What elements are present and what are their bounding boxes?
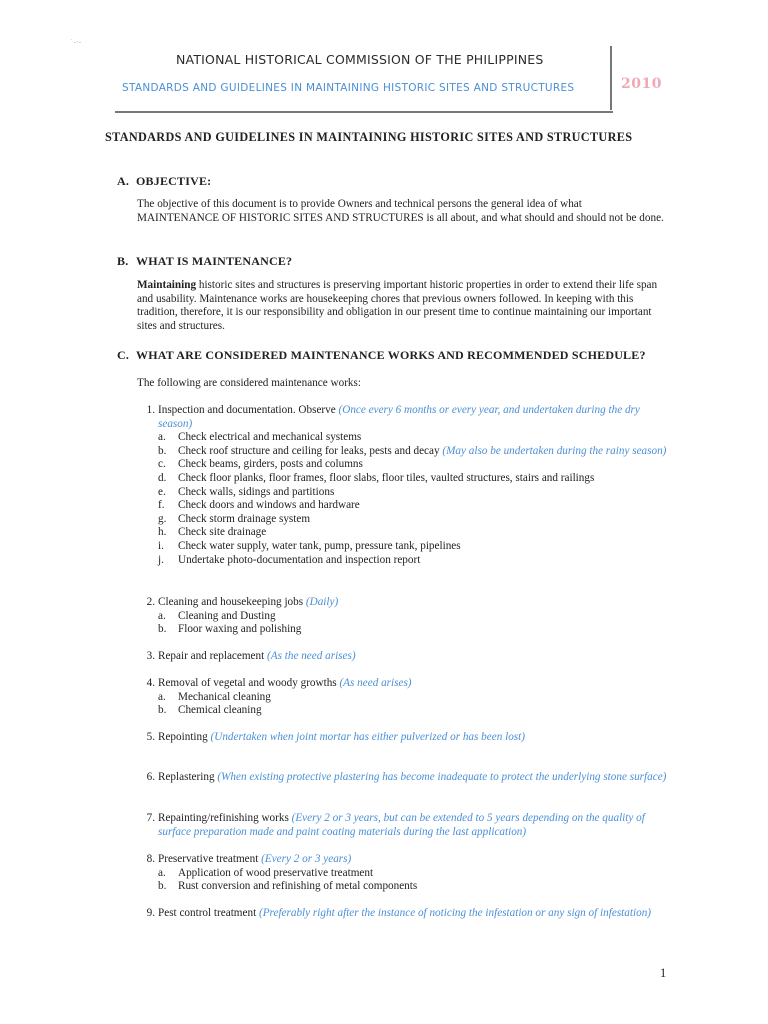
- list-item-body: [158, 771, 667, 785]
- schedule-note: (Every 2 or 3 years, but can be extended to 5 years depending on the quality of surface preparation made and paint coating materials during the last application): [158, 812, 645, 838]
- sub-item-text: Check walls, sidings and partitions: [178, 485, 335, 498]
- list-item: [137, 853, 667, 894]
- schedule-note: (Once every 6 months or every year, and undertaken during the dry season): [158, 404, 640, 430]
- schedule-note: (May also be undertaken during the rainy season): [442, 444, 667, 457]
- sub-item-text: Chemical cleaning: [178, 704, 262, 717]
- sub-item-letter: j.: [158, 553, 164, 566]
- sub-item-text: Rust conversion and refinishing of metal components: [178, 880, 418, 893]
- sub-item: [158, 445, 667, 459]
- header-vertical-rule: [610, 46, 612, 110]
- list-item-line: [158, 404, 667, 431]
- section-letter: B.: [117, 254, 129, 268]
- sub-item-text: Floor waxing and polishing: [178, 623, 302, 636]
- sub-item: [158, 704, 667, 718]
- schedule-note: (Every 2 or 3 years): [261, 853, 352, 865]
- sub-item: [158, 880, 667, 894]
- sub-item: [158, 486, 667, 500]
- list-item-number: 4.: [146, 677, 155, 689]
- sub-item-text: Cleaning and Dusting: [178, 609, 276, 622]
- list-item: [137, 907, 667, 921]
- list-item-body: [158, 907, 667, 921]
- header-horizontal-rule: [115, 111, 613, 113]
- list-item-line: [158, 907, 667, 921]
- list-item-text: Cleaning and housekeeping jobs: [158, 596, 306, 608]
- sub-item-content: [178, 513, 667, 527]
- list-item-line: [158, 731, 667, 745]
- list-item-body: [158, 853, 667, 894]
- schedule-note: (Daily): [305, 596, 339, 608]
- sub-item: [158, 554, 667, 568]
- section-letter: C.: [117, 348, 130, 362]
- list-item-line: [158, 677, 667, 691]
- sub-item: [158, 691, 667, 705]
- sub-item-content: [178, 867, 667, 881]
- list-item-number: 6.: [146, 771, 155, 783]
- sub-item-content: [178, 458, 667, 472]
- sub-item-text: Check water supply, water tank, pump, pressure tank, pipelines: [178, 539, 461, 552]
- scan-artifact: ˙ ‐·‐: [70, 38, 82, 46]
- document-title: STANDARDS AND GUIDELINES IN MAINTAINING HISTORIC SITES AND STRUCTURES: [105, 130, 633, 144]
- section-c-intro: The following are considered maintenance works:: [137, 377, 361, 389]
- sub-item-text: Check site drainage: [178, 526, 267, 539]
- list-item: [137, 731, 667, 745]
- sub-item-letter: a.: [158, 431, 166, 444]
- list-item-text: Inspection and documentation. Observe: [158, 404, 339, 416]
- sub-item-letter: b.: [158, 704, 167, 717]
- sub-item-content: [178, 445, 667, 459]
- section-b-text: [137, 279, 665, 333]
- list-item-line: [158, 812, 667, 839]
- sub-item-content: [178, 540, 667, 554]
- sub-item-letter: f.: [158, 499, 165, 512]
- section-b-heading: [117, 254, 292, 269]
- list-item-number: 9.: [146, 907, 155, 919]
- header-organization: NATIONAL HISTORICAL COMMISSION OF THE PHILIPPINES: [176, 52, 544, 67]
- sub-item: [158, 458, 667, 472]
- sub-item-letter: g.: [158, 512, 167, 525]
- schedule-note: (As the need arises): [267, 650, 356, 662]
- list-item-number: 5.: [146, 731, 155, 743]
- section-title: WHAT ARE CONSIDERED MAINTENANCE WORKS AND RECOMMENDED SCHEDULE?: [136, 348, 646, 362]
- list-item-line: [158, 650, 667, 664]
- schedule-note: (As need arises): [339, 677, 412, 689]
- sub-item-content: [178, 880, 667, 894]
- sub-item-text: Check storm drainage system: [178, 512, 311, 525]
- list-item-text: Repair and replacement: [158, 650, 268, 662]
- sub-item: [158, 472, 667, 486]
- list-item-line: [158, 596, 667, 610]
- list-item-line: [158, 771, 667, 785]
- sub-item-content: [178, 431, 667, 445]
- header-year: 2010: [621, 76, 662, 92]
- section-a-heading: [117, 174, 211, 189]
- section-a-text: The objective of this document is to provide Owners and technical persons the general idea of what MAINTENANCE OF HISTORIC SITES AND STRUCTURES is all about, and what should and should not be done.: [137, 198, 664, 224]
- list-item-body: [158, 404, 667, 567]
- sub-item-content: [178, 623, 667, 637]
- sub-item-text: Check roof structure and ceiling for leaks, pests and decay: [178, 444, 443, 457]
- list-item-body: [158, 677, 667, 718]
- sub-item-content: [178, 486, 667, 500]
- list-item-body: [158, 731, 667, 745]
- schedule-note: (When existing protective plastering has become inadequate to protect the underlying stone surface): [217, 771, 667, 783]
- sub-item-content: [178, 472, 667, 486]
- sub-item-content: [178, 526, 667, 540]
- list-item: [137, 771, 667, 785]
- sub-item-letter: a.: [158, 609, 166, 622]
- sub-item: [158, 431, 667, 445]
- sub-item-letter: c.: [158, 458, 166, 471]
- list-item-text: Removal of vegetal and woody growths: [158, 677, 340, 689]
- sub-item-content: [178, 610, 667, 624]
- sub-item-content: [178, 704, 667, 718]
- list-item: [137, 596, 667, 637]
- sub-item: [158, 610, 667, 624]
- list-item-number: 2.: [146, 596, 155, 608]
- sub-item-text: Check electrical and mechanical systems: [178, 431, 362, 444]
- sub-item: [158, 513, 667, 527]
- list-item-line: [158, 853, 667, 867]
- list-item-body: [158, 812, 667, 839]
- sub-item-letter: a.: [158, 690, 166, 703]
- sub-item-letter: e.: [158, 485, 166, 498]
- sub-item: [158, 499, 667, 513]
- sub-item-text: Check doors and windows and hardware: [178, 499, 360, 512]
- list-item-text: Repointing: [158, 731, 211, 743]
- list-item-number: 7.: [146, 812, 155, 824]
- list-item: [137, 677, 667, 718]
- sub-item-text: Application of wood preservative treatment: [178, 866, 374, 879]
- list-item-number: 8.: [146, 853, 155, 865]
- list-item-body: [158, 596, 667, 637]
- sub-item-letter: i.: [158, 539, 164, 552]
- sub-item-letter: b.: [158, 880, 167, 893]
- list-item: [137, 404, 667, 567]
- list-item-number: 3.: [146, 650, 155, 662]
- section-c-heading: [117, 348, 646, 363]
- sub-item-letter: a.: [158, 866, 166, 879]
- sub-item-text: Undertake photo-documentation and inspection report: [178, 553, 421, 566]
- list-item: [137, 812, 667, 839]
- sub-item-content: [178, 499, 667, 513]
- list-item-text: Repainting/refinishing works: [158, 812, 292, 824]
- sub-item: [158, 867, 667, 881]
- sub-item-text: Check floor planks, floor frames, floor slabs, floor tiles, vaulted structures, stairs and railings: [178, 471, 595, 484]
- sub-item-content: [178, 691, 667, 705]
- sub-item-letter: b.: [158, 444, 167, 457]
- page-number: 1: [660, 966, 667, 980]
- sub-item-text: Check beams, girders, posts and columns: [178, 458, 363, 471]
- sub-item: [158, 540, 667, 554]
- sub-item: [158, 526, 667, 540]
- list-item-text: Replastering: [158, 771, 218, 783]
- list-item-number: 1.: [146, 404, 155, 416]
- sub-item-text: Mechanical cleaning: [178, 690, 271, 703]
- list-item: [137, 650, 667, 664]
- section-b-body: historic sites and structures is preserving important historic properties in order to extend their life span and usability. Maintenance works are housekeeping chores that previous owners followed. In keeping with this tradition, therefore, it is our responsibility and obligation in our present time to continue maintaining our important sites and structures.: [137, 279, 658, 332]
- section-title: WHAT IS MAINTENANCE?: [136, 254, 293, 268]
- list-item-text: Preservative treatment: [158, 853, 262, 865]
- sub-item-letter: h.: [158, 526, 167, 539]
- sub-item: [158, 623, 667, 637]
- sub-item-letter: d.: [158, 471, 167, 484]
- schedule-note: (Undertaken when joint mortar has either pulverized or has been lost): [210, 731, 525, 743]
- list-item-body: [158, 650, 667, 664]
- schedule-note: (Preferably right after the instance of noticing the infestation or any sign of infestation): [258, 907, 652, 919]
- lead-word: Maintaining: [137, 279, 197, 291]
- sub-item-letter: b.: [158, 623, 167, 636]
- header-subtitle: STANDARDS AND GUIDELINES IN MAINTAINING HISTORIC SITES AND STRUCTURES: [122, 82, 575, 94]
- section-letter: A.: [117, 174, 130, 188]
- list-item-text: Pest control treatment: [158, 907, 259, 919]
- section-title: OBJECTIVE:: [136, 174, 212, 188]
- sub-item-content: [178, 554, 667, 568]
